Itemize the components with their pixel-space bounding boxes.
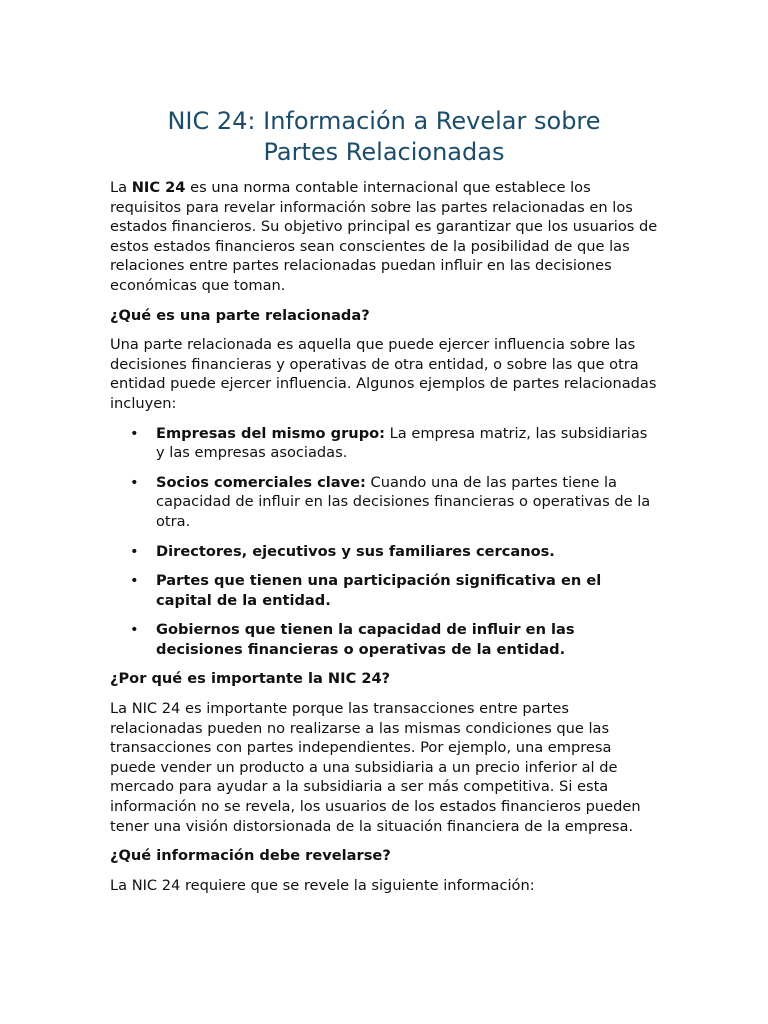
list-item-text: Cuando una de las partes tiene la capacidad de influir en las decisiones financieras o operativas de la otra. <box>156 473 651 530</box>
title-line-2: Partes Relacionadas <box>263 138 505 166</box>
bullet-icon: • <box>130 542 139 560</box>
section-body-informacion: La NIC 24 requiere que se revele la siguiente información: <box>110 876 535 894</box>
bullet-icon: • <box>130 473 139 491</box>
list-item <box>110 571 658 610</box>
list-item-bold: Socios comerciales clave: <box>156 473 366 491</box>
list-item-text: La empresa matriz, las subsidiarias y las empresas asociadas. <box>156 424 648 462</box>
document-title <box>110 106 658 168</box>
intro-pre: La <box>110 179 132 196</box>
intro-post: es una norma contable internacional que establece los requisitos para revelar información sobre las partes relacionadas en los estados financieros. Su objetivo principal es garantizar que los usuarios de estos estados financieros sean conscientes de la posibilidad de que las relaciones entre partes relacionadas puedan influir en las decisiones económicas que toman. <box>110 179 658 294</box>
list-item-bold: Partes que tienen una participación significativa en el capital de la entidad. <box>156 572 602 609</box>
list-item <box>110 620 658 659</box>
bullet-icon: • <box>130 621 139 639</box>
list-item <box>110 473 658 532</box>
list-item <box>110 424 658 463</box>
bullet-icon: • <box>130 572 139 590</box>
bullet-icon: • <box>130 424 139 442</box>
section-heading-importancia: ¿Por qué es importante la NIC 24? <box>110 670 391 688</box>
list-item-bold: Directores, ejecutivos y sus familiares cercanos. <box>156 542 555 560</box>
section-body-importancia: La NIC 24 es importante porque las transacciones entre partes relacionadas pueden no realizarse a las mismas condiciones que las transacciones con partes independientes. Por ejemplo, una empresa puede vender un producto a una subsidiaria a un precio inferior al de mercado para ayudar a la subsidiaria a ser más competitiva. Si esta información no se revela, los usuarios de los estados financieros pueden tener una visión distorsionada de la situación financiera de la empresa. <box>110 700 641 835</box>
intro-paragraph <box>110 178 658 296</box>
section-body-parte-relacionada: Una parte relacionada es aquella que puede ejercer influencia sobre las decisiones financieras y operativas de otra entidad, o sobre las que otra entidad puede ejercer influencia. Algunos ejemplos de partes relacionadas incluyen: <box>110 336 657 412</box>
title-line-1: NIC 24: Información a Revelar sobre <box>167 107 601 135</box>
list-item-bold: Empresas del mismo grupo: <box>156 424 385 442</box>
list-item-bold: Gobiernos que tienen la capacidad de influir en las decisiones financieras o operativas de la entidad. <box>156 621 575 658</box>
section-heading-informacion: ¿Qué información debe revelarse? <box>110 847 391 865</box>
section-heading-parte-relacionada: ¿Qué es una parte relacionada? <box>110 306 370 324</box>
intro-bold: NIC 24 <box>131 179 186 196</box>
list-item <box>110 542 658 562</box>
related-parties-list <box>110 424 658 660</box>
